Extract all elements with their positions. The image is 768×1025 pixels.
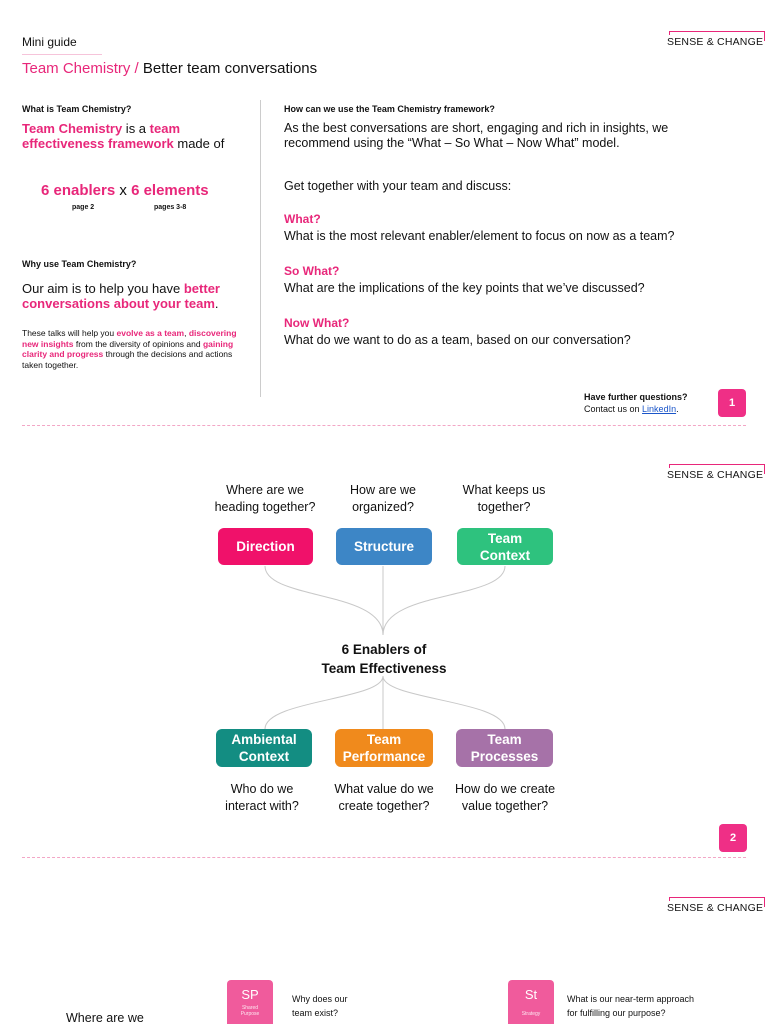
linkedin-link[interactable]: LinkedIn [642, 404, 677, 414]
kicker: Mini guide [22, 35, 77, 49]
what-text: What is the most relevant enabler/element to focus on now as a team? [284, 229, 675, 243]
enabler-team-performance[interactable]: Team Performance [335, 729, 433, 767]
so-what-label: So What? [284, 264, 340, 278]
brand-logo: SENSE & CHANGE [667, 469, 763, 481]
benefits-text: These talks will help you evolve as a team, discovering new insights from the diversity of opinions and gaining clarity and progress through the decisions and actions taken together. [22, 328, 237, 370]
page-separator [22, 857, 746, 858]
question-team-processes: How do we create value together? [454, 782, 556, 813]
what-label: What? [284, 212, 321, 226]
connector-direction [265, 566, 383, 635]
enabler-team-context[interactable]: Team Context [457, 528, 553, 565]
connector-processes [383, 676, 505, 729]
where-are-we-text: Where are we [66, 1011, 144, 1025]
page-title: Team Chemistry / Better team conversations [22, 60, 318, 77]
section-heading-what: What is Team Chemistry? [22, 104, 132, 114]
further-questions: Have further questions? [584, 392, 688, 402]
intro-text: As the best conversations are short, engaging and rich in insights, we recommend using the “What – So What – Now What” model. [284, 121, 669, 150]
element-card-shared-purpose[interactable]: SP Shared Purpose [227, 980, 273, 1024]
page-number-badge: 2 [719, 824, 747, 852]
page-number-badge: 1 [718, 389, 746, 417]
so-what-text: What are the implications of the key points that we’ve discussed? [284, 281, 645, 295]
question-team-performance: What value do we create together? [334, 782, 434, 813]
page-ref-enablers: page 2 [72, 204, 95, 211]
enabler-ambiental-context[interactable]: Ambiental Context [216, 729, 312, 767]
brand-logo: SENSE & CHANGE [667, 902, 763, 914]
brand-logo: SENSE & CHANGE [667, 36, 763, 48]
question-direction: Where are we heading together? [214, 483, 316, 514]
question-structure: How are we organized? [350, 483, 416, 514]
shared-purpose-question: Why does our team exist? [292, 994, 348, 1018]
now-what-text: What do we want to do as a team, based on our conversation? [284, 333, 631, 347]
question-ambiental-context: Who do we interact with? [225, 782, 299, 813]
enabler-team-processes[interactable]: Team Processes [456, 729, 553, 767]
aim-text: Our aim is to help you have better conversations about your team. [22, 281, 220, 311]
enabler-structure[interactable]: Structure [336, 528, 432, 565]
strategy-question: What is our near-term approach for fulfilling our purpose? [567, 994, 695, 1018]
enabler-direction[interactable]: Direction [218, 528, 313, 565]
section-heading-how: How can we use the Team Chemistry framework? [284, 104, 495, 114]
get-together-text: Get together with your team and discuss: [284, 179, 512, 193]
section-heading-why: Why use Team Chemistry? [22, 259, 137, 269]
now-what-label: Now What? [284, 316, 350, 330]
enablers-count: 6 enablers x 6 elements [41, 182, 209, 199]
page-ref-elements: pages 3-8 [154, 204, 187, 211]
definition-text: Team Chemistry is a team effectiveness framework made of [22, 121, 225, 151]
element-card-strategy[interactable]: St Strategy [508, 980, 554, 1024]
connector-ambiental [265, 676, 383, 729]
contact-line: Contact us on LinkedIn. [584, 404, 679, 414]
center-title: 6 Enablers of Team Effectiveness [321, 642, 447, 676]
connector-team-context [383, 566, 505, 635]
question-team-context: What keeps us together? [462, 483, 546, 514]
